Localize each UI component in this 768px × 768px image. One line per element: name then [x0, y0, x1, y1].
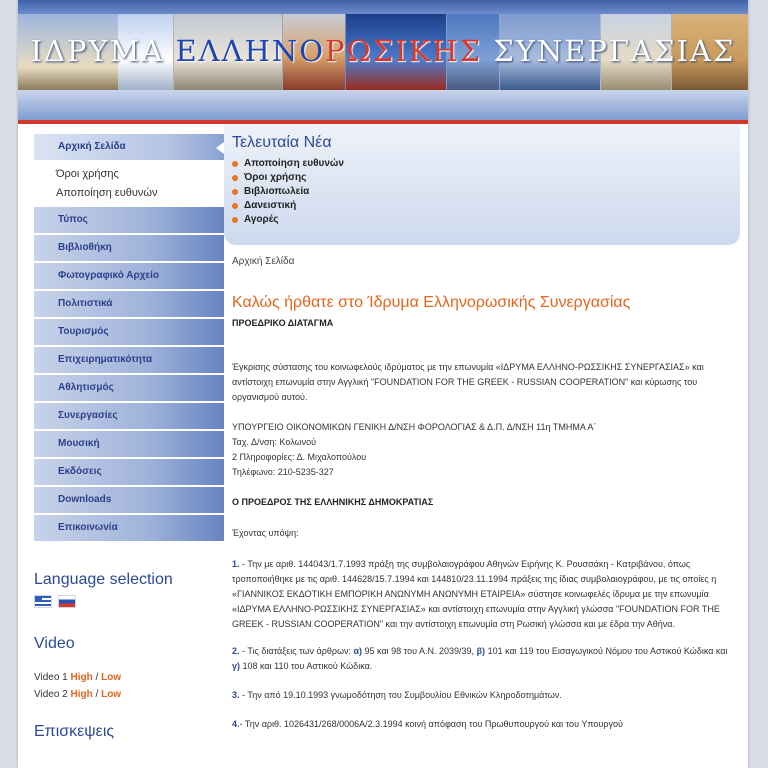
site-title	[18, 34, 748, 68]
video-label: Video 1	[34, 672, 68, 683]
sidebar-subitem-terms[interactable]: Όροι χρήσης	[56, 168, 119, 180]
russian-flag-icon[interactable]	[58, 595, 76, 608]
sidebar-item-downloads[interactable]: Downloads	[34, 487, 224, 513]
greek-flag-icon[interactable]	[34, 595, 52, 608]
clause-4	[232, 717, 732, 732]
video-low-link[interactable]: Low	[101, 672, 122, 683]
video-high-link[interactable]: High	[70, 689, 93, 700]
video-row	[34, 686, 224, 703]
clause-1	[232, 557, 732, 632]
having-line: Έχοντας υπόψη:	[232, 528, 299, 538]
sidebar-item-press[interactable]: Τύπος	[34, 207, 224, 233]
clause-text: - Την με αριθ. 144043/1.7.1993 πράξη της συμβολαιογράφου Αθηνών Ειρήνης Κ. Ρουσσάκη - Κατριβάνου, όπως τροποποιήθηκε με τις αριθ. 144628/15.7.1994 και 144810/23.11.1994 πράξεις της ίδιας συμβολαιογράφου, με τις οποίες η «ΓΙΑΝΝΙΚΟΣ ΕΚΔΟΤΙΚΗ ΕΜΠΟΡΙΚΗ ΑΝΩΝΥΜΗ ΑΝΩΝΥΜΗ ΕΤΑΙΡΕΙΑ» σύστησε κοινωφελές ίδρυμα με την επωνυμία «ΙΔΡΥΜΑ ΕΛΛΗΝΟ-ΡΩΣΣΙΚΗΣ ΣΥΝΕΡΓΑΣΙΑΣ» και αντίστοιχη επωνυμία στην Αγγλική γλώσσα "FOUNDATION FOR THE GREEK - RUSSIAN COOPERATION" και την αντίστοιχη επωνυμία στη Ρωσική γλώσσα και με έδρα την Αθήνα.	[232, 559, 720, 629]
breadcrumb[interactable]: Αρχική Σελίδα	[232, 256, 295, 267]
main-content	[232, 252, 732, 732]
ministry-line: Ταχ. Δ/νση: Κολωνού	[232, 437, 317, 447]
sidebar-item-culture[interactable]: Πολιτιστικά	[34, 291, 224, 317]
language-heading: Language selection	[34, 571, 173, 588]
site-title-part: ΙΔΡΥΜΑ	[30, 34, 176, 68]
clause-3	[232, 688, 732, 703]
clause-letter: α)	[353, 646, 363, 656]
clause-letter: γ)	[232, 661, 241, 671]
clause-letter: β)	[476, 646, 486, 656]
approval-paragraph: Έγκρισης σύστασης του κοινωφελούς ιδρύματος με την επωνυμία «ΙΔΡΥΜΑ ΕΛΛΗΝΟ-ΡΩΣΣΙΚΗΣ ΣΥΝΕΡΓΑΣΙΑΣ» και αντίστοιχη επωνυμία στην Αγγλική "FOUNDATION FOR THE GREEK - RUSSIAN COOPERATION" και κύρωσης του οργανισμού αυτού.	[232, 362, 704, 402]
header-subbar	[18, 90, 748, 120]
video-separator: /	[92, 689, 102, 700]
visits-heading: Επισκεψεις	[34, 723, 115, 740]
video-high-link[interactable]: High	[70, 672, 93, 683]
latest-news-title: Τελευταία Νέα	[232, 134, 332, 151]
latest-news-list	[232, 157, 344, 227]
ministry-line: ΥΠΟΥΡΓΕΙΟ ΟΙΚΟΝΟΜΙΚΩΝ ΓΕΝΙΚΗ Δ/ΝΣΗ ΦΟΡΟΛΟΓΙΑΣ & Δ.Π. Δ/ΝΣΗ 11η ΤΜΗΜΑ Α΄	[232, 422, 597, 432]
ministry-line: Τηλέφωνο: 210-5235-327	[232, 467, 334, 477]
clause-text: - Τις διατάξεις των άρθρων:	[239, 646, 354, 656]
video-heading: Video	[34, 635, 75, 652]
sidebar-item-photo-archive[interactable]: Φωτογραφικό Αρχείο	[34, 263, 224, 289]
site-title-part: ΡΩΣΙΚΗΣ	[325, 34, 482, 68]
header-banner	[18, 14, 748, 90]
video-label: Video 2	[34, 689, 68, 700]
clause-text: 95 και 98 του Α.Ν. 2039/39,	[362, 646, 477, 656]
site-title-part: ΕΛΛΗΝΟ	[175, 34, 326, 68]
sidebar-item-publications[interactable]: Εκδόσεις	[34, 459, 224, 485]
page	[18, 0, 748, 768]
sidebar-item-home[interactable]: Αρχική Σελίδα	[34, 134, 224, 160]
latest-news-box	[224, 124, 740, 245]
clause-number: 3.	[232, 690, 240, 700]
news-item[interactable]: Αγορές	[232, 213, 344, 227]
clause-2	[232, 644, 732, 674]
page-title: Καλώς ήρθατε στο Ίδρυμα Ελληνορωσικής Συνεργασίας	[232, 294, 631, 311]
president-heading: Ο ΠΡΟΕΔΡΟΣ ΤΗΣ ΕΛΛΗΝΙΚΗΣ ΔΗΜΟΚΡΑΤΙΑΣ	[232, 497, 434, 507]
clause-text: 108 και 110 του Αστικού Κώδικα.	[240, 661, 373, 671]
sidebar-subitems	[34, 162, 224, 207]
news-item[interactable]: Όροι χρήσης	[232, 171, 344, 185]
clause-text: - Την αριθ. 1026431/268/0006Α/2.3.1994 κοινή απόφαση του Πρωθυπουργού και του Υπουργού	[239, 719, 623, 729]
decree-heading: ΠΡΟΕΔΡΙΚΟ ΔΙΑΤΑΓΜΑ	[232, 318, 334, 328]
sidebar-item-collaborations[interactable]: Συνεργασίες	[34, 403, 224, 429]
sidebar-item-library[interactable]: Βιβλιοθήκη	[34, 235, 224, 261]
video-row	[34, 669, 224, 686]
language-flags	[34, 595, 224, 607]
video-separator: /	[92, 672, 102, 683]
sidebar-item-business[interactable]: Επιχειρηματικότητα	[34, 347, 224, 373]
video-low-link[interactable]: Low	[101, 689, 122, 700]
clause-text: 101 και 119 του Εισαγωγικού Νόμου του Αστικού Κώδικα και	[485, 646, 728, 656]
news-item[interactable]: Δανειστική	[232, 199, 344, 213]
sidebar-item-contact[interactable]: Επικοινωνία	[34, 515, 224, 541]
ministry-line: 2 Πληροφορίες: Δ. Μιχαλοπούλου	[232, 452, 367, 462]
clause-text: - Την από 19.10.1993 γνωμοδότηση του Συμβουλίου Εθνικών Κληροδοτημάτων.	[239, 690, 562, 700]
sidebar-item-sports[interactable]: Αθλητισμός	[34, 375, 224, 401]
sidebar	[34, 134, 224, 741]
sidebar-subitem-disclaimer[interactable]: Αποποίηση ευθυνών	[56, 187, 158, 199]
site-title-part: ΣΥΝΕΡΓΑΣΙΑΣ	[482, 34, 736, 68]
news-item[interactable]: Αποποίηση ευθυνών	[232, 157, 344, 171]
sidebar-item-music[interactable]: Μουσική	[34, 431, 224, 457]
top-strip	[18, 0, 748, 14]
clause-number: 2.	[232, 646, 240, 656]
sidebar-item-tourism[interactable]: Τουρισμός	[34, 319, 224, 345]
clause-number: 4.	[232, 719, 240, 729]
news-item[interactable]: Βιβλιοπωλεία	[232, 185, 344, 199]
clause-number: 1.	[232, 559, 240, 569]
